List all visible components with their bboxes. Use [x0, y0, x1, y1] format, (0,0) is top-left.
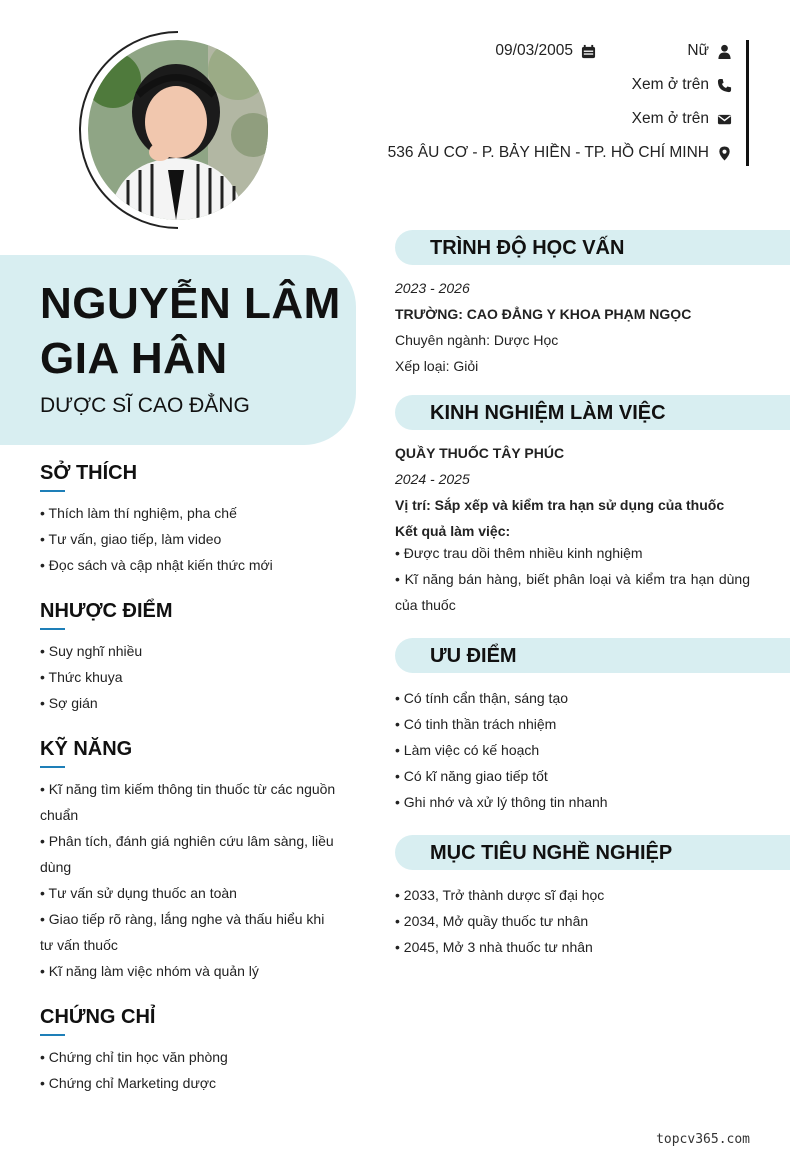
- gender: [687, 42, 732, 60]
- education-major: Chuyên ngành: Dược Học: [395, 332, 559, 348]
- list-item: • 2033, Trở thành dược sĩ đại học: [395, 882, 750, 908]
- list-item: • Có kĩ năng giao tiếp tốt: [395, 763, 750, 789]
- education-period: 2023 - 2026: [395, 280, 470, 296]
- list-item: • Sợ gián: [40, 690, 340, 716]
- skills-list: [40, 776, 340, 984]
- weaknesses-heading: NHƯỢC ĐIỂM: [40, 600, 173, 622]
- footer-watermark: topcv365.com: [656, 1132, 750, 1147]
- list-item: • Được trau dồi thêm nhiều kinh nghiệm: [395, 540, 750, 566]
- goals-list: [395, 882, 750, 960]
- list-item: • 2045, Mở 3 nhà thuốc tư nhân: [395, 934, 750, 960]
- list-item: • Suy nghĩ nhiều: [40, 638, 340, 664]
- list-item: • 2034, Mở quầy thuốc tư nhân: [395, 908, 750, 934]
- dob: [495, 42, 596, 60]
- list-item: • Phân tích, đánh giá nghiên cứu lâm sàng, liều dùng: [40, 828, 340, 880]
- phone-value: Xem ở trên: [631, 76, 709, 93]
- strengths-heading: ƯU ĐIỂM: [430, 645, 517, 667]
- experience-results-label: Kết quả làm việc:: [395, 523, 511, 539]
- list-item: • Có tinh thần trách nhiệm: [395, 711, 750, 737]
- list-item: • Có tính cẩn thận, sáng tạo: [395, 685, 750, 711]
- skills-underline: [40, 766, 65, 768]
- list-item: • Thức khuya: [40, 664, 340, 690]
- email-value: Xem ở trên: [631, 110, 709, 127]
- full-name: [40, 276, 341, 386]
- skills-heading: KỸ NĂNG: [40, 738, 133, 760]
- certificates-heading: CHỨNG CHỈ: [40, 1006, 156, 1028]
- dob-value: 09/03/2005: [495, 42, 573, 59]
- experience-heading: KINH NGHIỆM LÀM VIỆC: [430, 402, 666, 424]
- email: [632, 110, 732, 128]
- hobbies-heading: SỞ THÍCH: [40, 462, 138, 484]
- list-item: • Tư vấn sử dụng thuốc an toàn: [40, 880, 340, 906]
- goals-header: [395, 835, 790, 870]
- name-line-2: GIA HÂN: [40, 334, 228, 383]
- list-item: • Ghi nhớ và xử lý thông tin nhanh: [395, 789, 750, 815]
- goals-heading: MỤC TIÊU NGHỀ NGHIỆP: [430, 842, 673, 864]
- phone: [632, 76, 732, 94]
- education-heading: TRÌNH ĐỘ HỌC VẤN: [430, 237, 625, 259]
- experience-company: QUẦY THUỐC TÂY PHÚC: [395, 445, 565, 461]
- hobbies-list: [40, 500, 340, 578]
- strengths-list: [395, 685, 750, 815]
- experience-results-list: [395, 540, 750, 618]
- hobbies-underline: [40, 490, 65, 492]
- address-value: 536 ÂU CƠ - P. BẢY HIỀN - TP. HỒ CHÍ MINH: [387, 144, 709, 161]
- education-body: [395, 275, 750, 379]
- certificates-list: [40, 1044, 340, 1096]
- phone-icon: [717, 78, 732, 93]
- certificates-underline: [40, 1034, 65, 1036]
- address: [388, 144, 732, 162]
- name-line-1: NGUYỄN LÂM: [40, 279, 341, 328]
- list-item: • Chứng chỉ tin học văn phòng: [40, 1044, 340, 1070]
- education-school: TRƯỜNG: CAO ĐẲNG Y KHOA PHẠM NGỌC: [395, 306, 692, 322]
- gender-value: Nữ: [687, 42, 709, 59]
- strengths-header: [395, 638, 790, 673]
- list-item: • Kĩ năng tìm kiếm thông tin thuốc từ các nguồn chuẩn: [40, 776, 340, 828]
- list-item: • Đọc sách và cập nhật kiến thức mới: [40, 552, 340, 578]
- contact-divider: [746, 40, 749, 166]
- list-item: • Kĩ năng bán hàng, biết phân loại và kiểm tra hạn dùng của thuốc: [395, 566, 750, 618]
- list-item: • Thích làm thí nghiệm, pha chế: [40, 500, 340, 526]
- list-item: • Làm việc có kế hoạch: [395, 737, 750, 763]
- education-rank: Xếp loại: Giỏi: [395, 358, 479, 374]
- experience-body: [395, 440, 750, 544]
- list-item: • Chứng chỉ Marketing dược: [40, 1070, 340, 1096]
- calendar-icon: [581, 44, 596, 59]
- location-pin-icon: [717, 146, 732, 161]
- list-item: • Giao tiếp rõ ràng, lắng nghe và thấu hiểu khi tư vấn thuốc: [40, 906, 340, 958]
- experience-header: [395, 395, 790, 430]
- avatar: [88, 40, 268, 220]
- education-header: [395, 230, 790, 265]
- experience-period: 2024 - 2025: [395, 471, 470, 487]
- person-icon: [717, 44, 732, 59]
- mail-icon: [717, 112, 732, 127]
- list-item: • Tư vấn, giao tiếp, làm video: [40, 526, 340, 552]
- list-item: • Kĩ năng làm việc nhóm và quản lý: [40, 958, 340, 984]
- weaknesses-underline: [40, 628, 65, 630]
- weaknesses-list: [40, 638, 340, 716]
- experience-position: Vị trí: Sắp xếp và kiểm tra hạn sử dụng của thuốc: [395, 497, 725, 513]
- job-title: DƯỢC SĨ CAO ĐẲNG: [40, 394, 250, 417]
